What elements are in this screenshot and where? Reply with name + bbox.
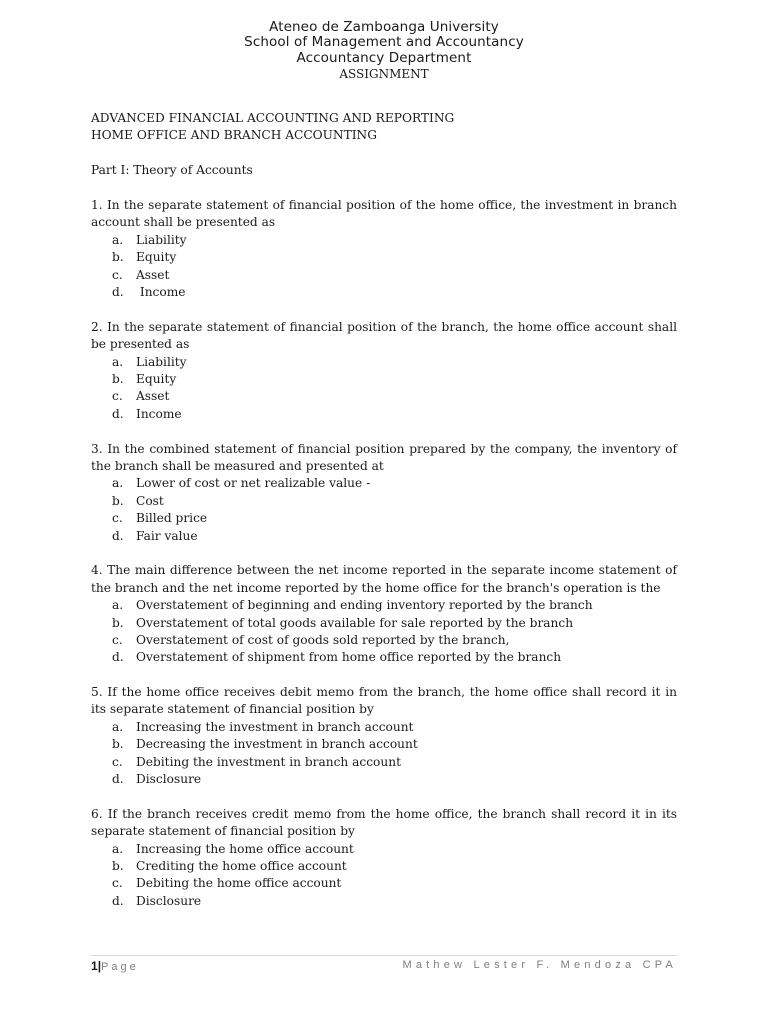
choice-text: Overstatement of total goods available for sale reported by the branch — [136, 615, 574, 630]
choice-letter: d. — [112, 284, 124, 299]
choice-text: Increasing the investment in branch account — [136, 719, 414, 734]
choice-item — [91, 371, 677, 388]
page-number: 1 — [91, 959, 98, 973]
choice-text: Overstatement of beginning and ending inventory reported by the branch — [136, 598, 593, 613]
choice-item — [91, 754, 677, 771]
choice-list — [91, 597, 677, 667]
choice-letter: c. — [112, 632, 123, 647]
question-text: 1. In the separate statement of financial position of the home office, the investment in branch account shall be presented as — [91, 198, 677, 230]
school-name: School of Management and Accountancy — [244, 34, 524, 51]
choice-item — [91, 841, 677, 858]
choice-letter: b. — [112, 737, 124, 752]
choice-text: Income — [136, 406, 182, 421]
choice-list — [91, 841, 677, 911]
choice-item — [91, 388, 677, 405]
course-title: ADVANCED FINANCIAL ACCOUNTING AND REPORTING — [91, 111, 455, 125]
choice-letter: d. — [112, 893, 124, 908]
question-text: 6. If the branch receives credit memo from the home office, the branch shall record it in its separate statement of financial position by — [91, 806, 677, 839]
choice-text: Equity — [136, 250, 177, 265]
choice-letter: c. — [112, 876, 123, 891]
choice-item — [91, 406, 677, 423]
choice-text: Disclosure — [136, 772, 202, 787]
choice-item — [91, 528, 677, 545]
course-topic: HOME OFFICE AND BRANCH ACCOUNTING — [91, 128, 377, 143]
question-text: 5. If the home office receives debit memo from the branch, the home office shall record it in its separate statement of financial position by — [91, 685, 677, 717]
question-text: 2. In the separate statement of financial position of the branch, the home office account shall be presented as — [91, 319, 677, 352]
choice-list — [91, 475, 677, 545]
university-name: Ateneo de Zamboanga University — [269, 19, 499, 35]
choice-item — [91, 893, 677, 910]
choice-letter: c. — [112, 511, 123, 526]
choice-item — [91, 232, 677, 249]
choice-letter: a. — [112, 476, 124, 491]
choice-text: Overstatement of shipment from home office reported by the branch — [136, 650, 562, 665]
choice-letter: a. — [112, 841, 124, 856]
choice-item — [91, 354, 677, 371]
choice-item — [91, 284, 677, 301]
choice-list — [91, 354, 677, 424]
part-heading: Part I: Theory of Accounts — [91, 163, 253, 178]
choice-letter: d. — [112, 528, 124, 543]
choice-item — [91, 510, 677, 527]
question-list — [91, 197, 677, 910]
question-text: 3. In the combined statement of financial position prepared by the company, the inventory of the branch shall be measured and presented at — [91, 441, 677, 473]
choice-text: Liability — [136, 232, 187, 247]
question-block — [91, 197, 677, 319]
choice-letter: a. — [112, 232, 124, 247]
choice-item — [91, 858, 677, 875]
document-header — [0, 20, 768, 82]
question-block — [91, 806, 677, 910]
page-separator: | — [97, 959, 102, 973]
choice-item — [91, 475, 677, 492]
choice-item — [91, 632, 677, 649]
choice-item — [91, 493, 677, 510]
choice-item — [91, 875, 677, 892]
choice-text: Lower of cost or net realizable value - — [136, 476, 371, 491]
choice-text: Income — [136, 284, 186, 299]
choice-item — [91, 615, 677, 632]
choice-text: Decreasing the investment in branch account — [136, 737, 418, 752]
choice-item — [91, 771, 677, 788]
choice-text: Cost — [136, 493, 164, 508]
choice-text: Debiting the home office account — [136, 876, 342, 891]
choice-letter: d. — [112, 772, 124, 787]
choice-text: Asset — [136, 267, 170, 282]
choice-letter: a. — [112, 598, 124, 613]
choice-letter: a. — [112, 719, 124, 734]
choice-list — [91, 232, 677, 302]
choice-letter: d. — [112, 406, 124, 421]
choice-item — [91, 597, 677, 614]
choice-text: Crediting the home office account — [136, 859, 347, 874]
choice-letter: c. — [112, 267, 123, 282]
department-name: Accountancy Department — [296, 49, 472, 66]
choice-letter: c. — [112, 754, 123, 769]
choice-item — [91, 719, 677, 736]
question-block — [91, 441, 677, 563]
page-indicator — [91, 959, 139, 973]
page-label: Page — [101, 961, 139, 973]
choice-letter: b. — [112, 615, 124, 630]
choice-item — [91, 249, 677, 266]
choice-item — [91, 649, 677, 666]
choice-text: Debiting the investment in branch account — [136, 754, 401, 769]
choice-letter: c. — [112, 389, 123, 404]
choice-text: Equity — [136, 371, 177, 386]
choice-text: Asset — [136, 389, 170, 404]
choice-text: Increasing the home office account — [136, 841, 354, 856]
choice-letter: a. — [112, 354, 124, 369]
question-block — [91, 319, 677, 441]
choice-letter: d. — [112, 650, 124, 665]
document-type: ASSIGNMENT — [339, 66, 429, 81]
choice-text: Liability — [136, 354, 187, 369]
choice-text: Billed price — [136, 511, 208, 526]
choice-letter: b. — [112, 493, 124, 508]
choice-text: Disclosure — [136, 893, 202, 908]
choice-letter: b. — [112, 371, 124, 386]
author-name: Mathew Lester F. Mendoza CPA — [402, 959, 677, 971]
question-text: 4. The main difference between the net income reported in the separate income statement of the branch and the net income reported by the home office for the branch's operation is the — [91, 563, 677, 595]
choice-item — [91, 736, 677, 753]
choice-text: Overstatement of cost of goods sold reported by the branch, — [136, 632, 510, 647]
choice-letter: b. — [112, 859, 124, 874]
page-footer — [91, 955, 677, 976]
choice-list — [91, 719, 677, 789]
document-body — [91, 110, 677, 910]
question-block — [91, 562, 677, 684]
choice-letter: b. — [112, 250, 124, 265]
question-block — [91, 684, 677, 806]
choice-text: Fair value — [136, 528, 198, 543]
choice-item — [91, 267, 677, 284]
